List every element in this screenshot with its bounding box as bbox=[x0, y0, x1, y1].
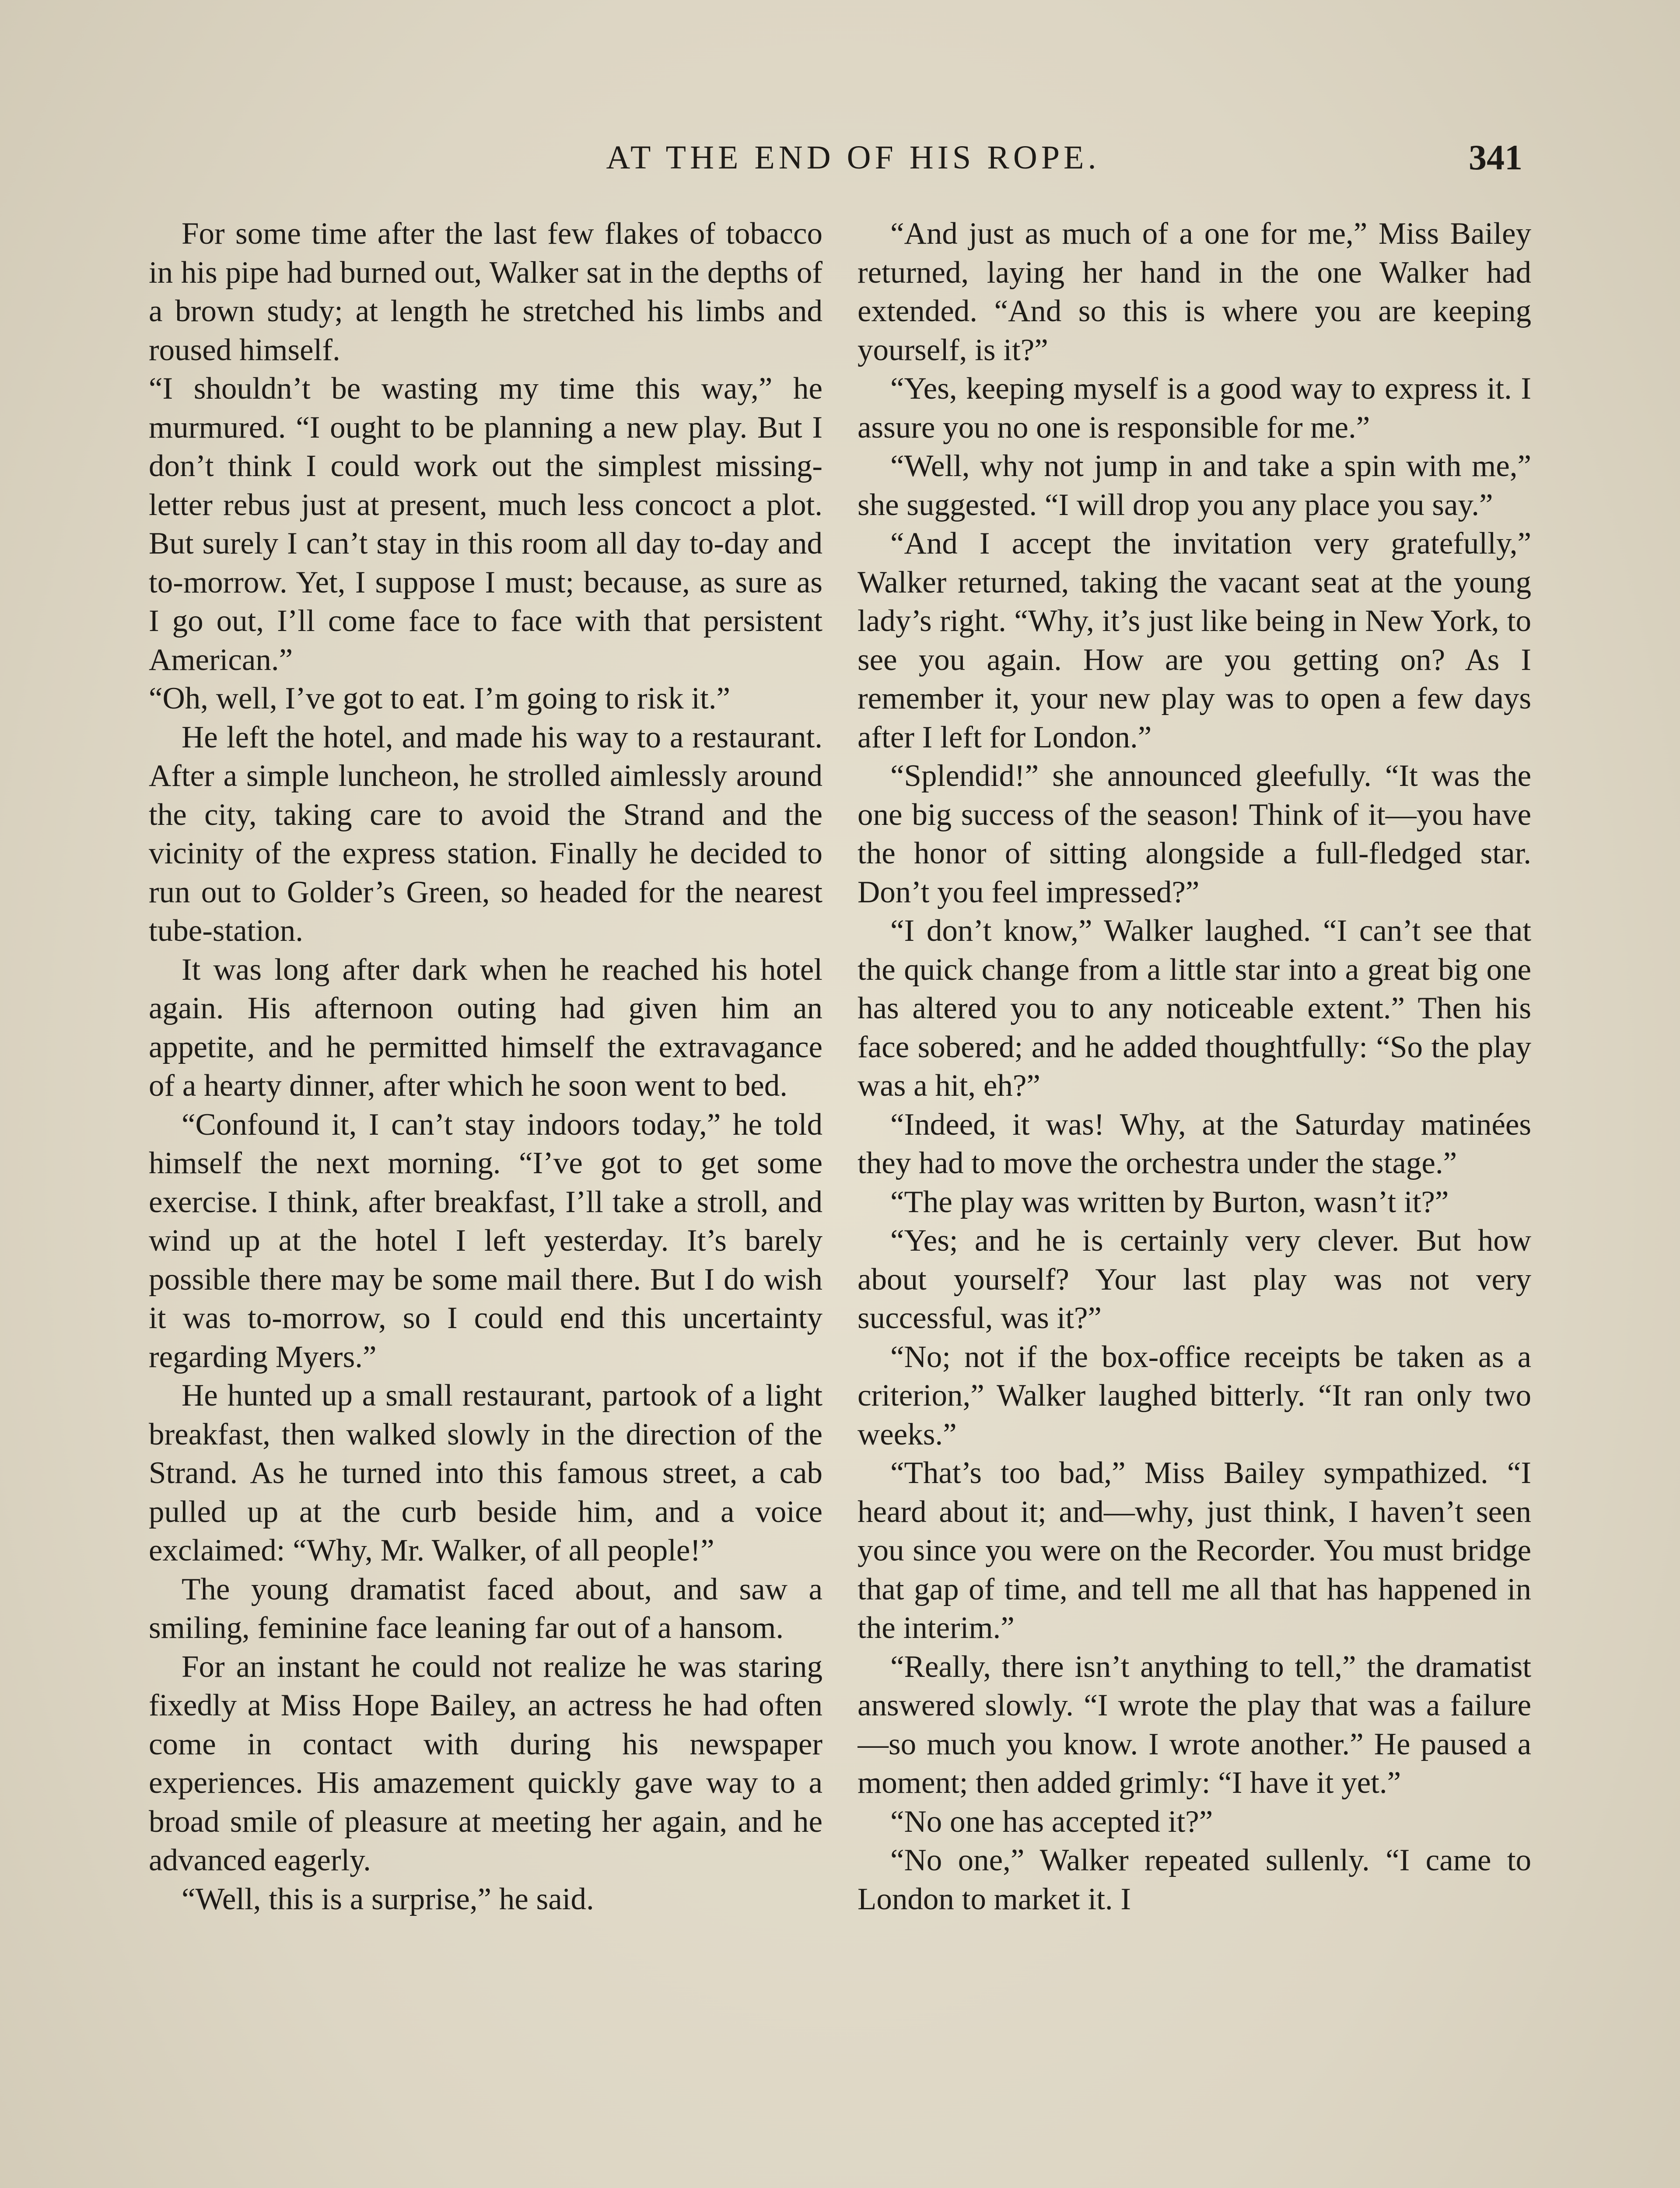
paragraph: For some time after the last few flakes of tobacco in his pipe had burned out, Walker sat in the depths of a brown study; at length he stretched his limbs and roused himself. bbox=[149, 217, 822, 367]
paragraph: “I shouldn’t be wasting my time this way,” he murmured. “I ought to be planning a new play. But I don’t think I could work out the simplest missing-letter rebus just at present, much less concoct a plot. But surely I can’t stay in this room all day to-day and to-morrow. Yet, I suppose I must; because, as sure as I go out, I’ll come face to face with that persistent American.” bbox=[149, 372, 822, 677]
paragraph: “Really, there isn’t anything to tell,” the dramatist answered slowly. “I wrote the play that was a failure—so much you know. I wrote another.” He paused a moment; then added grimly: “I have it yet.” bbox=[858, 1649, 1531, 1800]
paragraph: “No; not if the box-office receipts be taken as a criterion,” Walker laughed bitterly. “It ran only two weeks.” bbox=[858, 1339, 1531, 1452]
paragraph: “Splendid!” she announced gleefully. “It was the one big success of the season! Think of it—you have the honor of sitting alongside a full-fledged star. Don’t you feel impressed?” bbox=[858, 759, 1531, 909]
paragraph: “No one,” Walker repeated sullenly. “I came to London to market it. I bbox=[858, 1843, 1531, 1916]
paragraph: “That’s too bad,” Miss Bailey sympathized. “I heard about it; and—why, just think, I haven’t seen you since you were on the Recorder. You must bridge that gap of time, and tell me all that has happened in the interim.” bbox=[858, 1456, 1531, 1645]
paragraph: “Well, why not jump in and take a spin with me,” she suggested. “I will drop you any place you say.” bbox=[858, 449, 1531, 522]
paragraph: “Indeed, it was! Why, at the Saturday matinées they had to move the orchestra under the stage.” bbox=[858, 1107, 1531, 1180]
left-column bbox=[149, 214, 822, 2188]
page-number: 341 bbox=[1469, 137, 1522, 177]
paragraph: He left the hotel, and made his way to a restaurant. After a simple luncheon, he strolled aimlessly around the city, taking care to avoid the Strand and the vicinity of the express station. Finally he decided to run out to Golder’s Green, so headed for the nearest tube-station. bbox=[149, 720, 822, 948]
running-title: AT THE END OF HIS ROPE. bbox=[606, 139, 1100, 176]
paragraph: “Oh, well, I’ve got to eat. I’m going to risk it.” bbox=[149, 681, 730, 715]
paragraph: The young dramatist faced about, and saw a smiling, feminine face leaning far out of a hansom. bbox=[149, 1572, 822, 1645]
paragraph: “I don’t know,” Walker laughed. “I can’t see that the quick change from a little star into a great big one has altered you to any noticeable extent.” Then his face sobered; and he added thoughtfully: “So the play was a hit, eh?” bbox=[858, 914, 1531, 1103]
paragraph: “The play was written by Burton, wasn’t it?” bbox=[890, 1185, 1449, 1219]
paragraph: It was long after dark when he reached his hotel again. His afternoon outing had given him an appetite, and he permitted himself the extravagance of a hearty dinner, after which he soon went to bed. bbox=[149, 952, 822, 1103]
paragraph: “Well, this is a surprise,” he said. bbox=[182, 1882, 594, 1916]
paragraph: He hunted up a small restaurant, partook of a light breakfast, then walked slowly in the direction of the Strand. As he turned into this famous street, a cab pulled up at the curb beside him, and a voice exclaimed: “Why, Mr. Walker, of all people!” bbox=[149, 1378, 822, 1567]
paragraph: “Yes, keeping myself is a good way to express it. I assure you no one is responsible for me.” bbox=[858, 372, 1531, 445]
right-column bbox=[858, 214, 1531, 2188]
paragraph: “And just as much of a one for me,” Miss Bailey returned, laying her hand in the one Walker had extended. “And so this is where you are keeping yourself, is it?” bbox=[858, 217, 1531, 367]
paragraph: “No one has accepted it?” bbox=[890, 1804, 1213, 1839]
page-header bbox=[184, 131, 1522, 184]
paragraph: “And I accept the invitation very gratefully,” Walker returned, taking the vacant seat at the young lady’s right. “Why, it’s just like being in New York, to see you again. How are you getting on? As I remember it, your new play was to open a few days after I left for London.” bbox=[858, 526, 1531, 754]
paragraph: For an instant he could not realize he was staring fixedly at Miss Hope Bailey, an actress he had often come in contact with during his newspaper experiences. His amazement quickly gave way to a broad smile of pleasure at meeting her again, and he advanced eagerly. bbox=[149, 1649, 822, 1877]
paragraph: “Yes; and he is certainly very clever. But how about yourself? Your last play was not very successful, was it?” bbox=[858, 1224, 1531, 1335]
paragraph: “Confound it, I can’t stay indoors today,” he told himself the next morning. “I’ve got to get some exercise. I think, after breakfast, I’ll take a stroll, and wind up at the hotel I left yesterday. It’s barely possible there may be some mail there. But I do wish it was to-morrow, so I could end this uncertainty regarding Myers.” bbox=[149, 1107, 822, 1374]
text-columns bbox=[149, 214, 1531, 2188]
